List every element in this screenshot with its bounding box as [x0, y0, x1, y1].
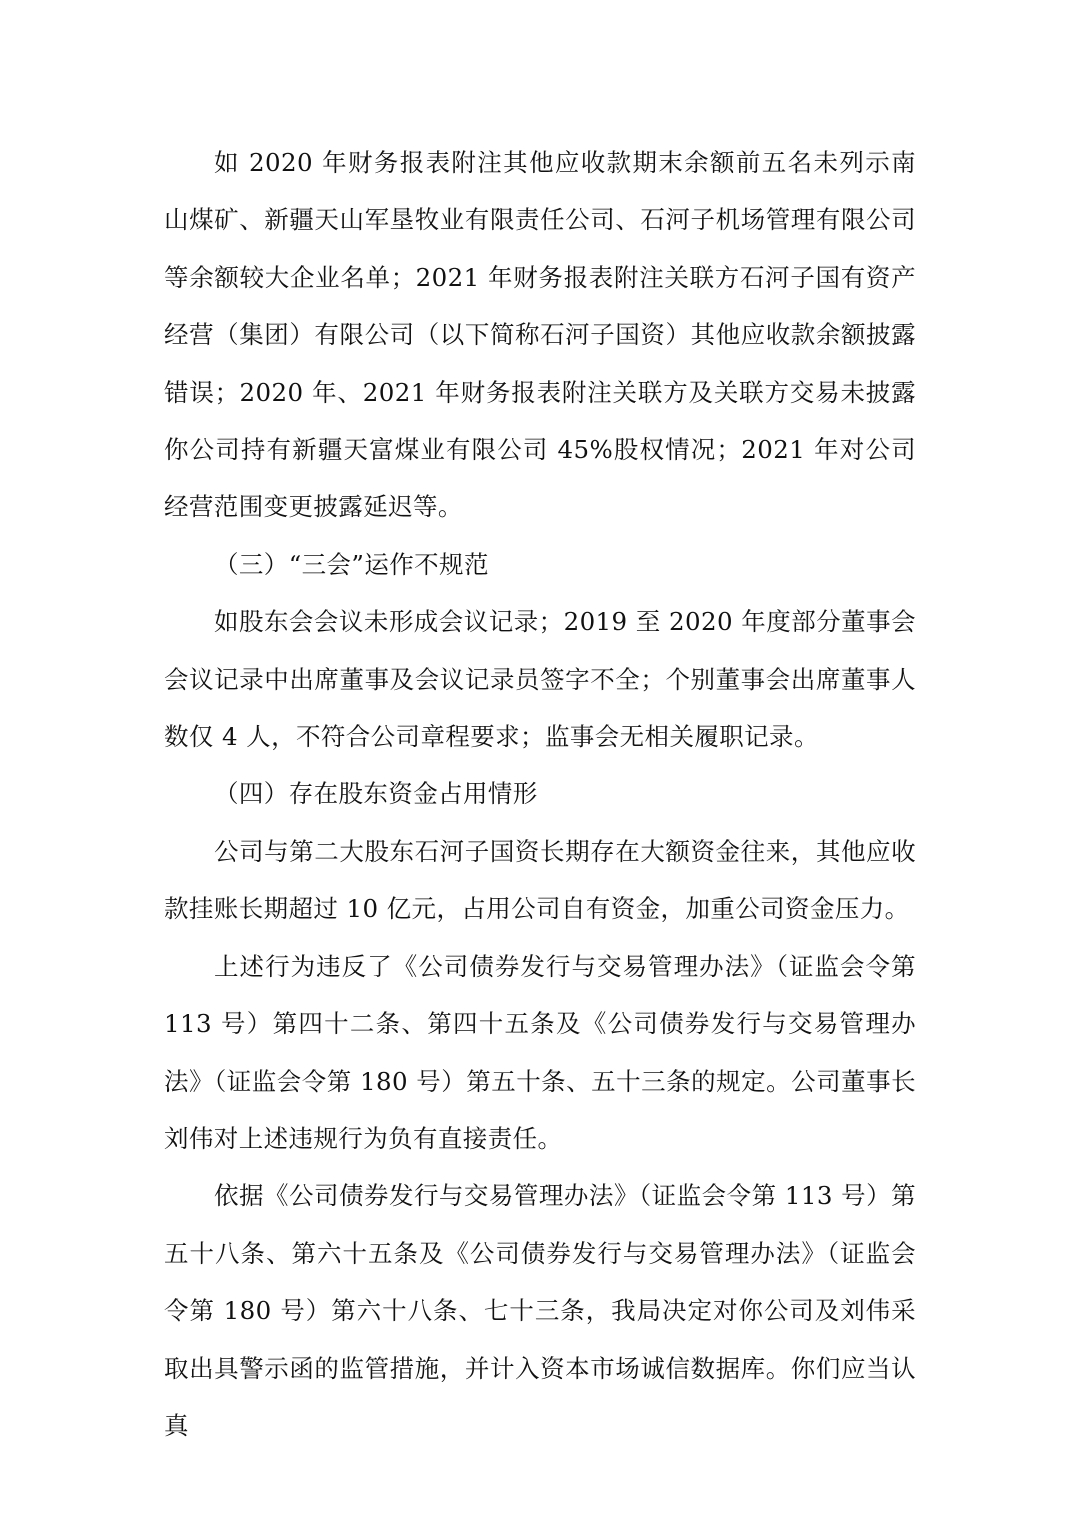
- paragraph-meetings-irregular: 如股东会会议未形成会议记录；2019 至 2020 年度部分董事会会议记录中出席董事及会议记录员签字不全；个别董事会出席董事人数仅 4 人，不符合公司章程要求；监事会无相关履职记录。: [164, 607, 916, 752]
- paragraph-disclosure-errors: 如 2020 年财务报表附注其他应收款期末余额前五名未列示南山煤矿、新疆天山军垦牧业有限责任公司、石河子机场管理有限公司等余额较大企业名单；2021 年财务报表附注关联方石河子国有资产经营（集团）有限公司（以下简称石河子国资）其他应收款余额披露错误；2020 年、2021 年财务报表附注关联方及关联方交易未披露你公司持有新疆天富煤业有限公司 45%股权情况；2021 年对公司经营范围变更披露延迟等。: [164, 148, 916, 522]
- section-heading-three-meetings: （三）“三会”运作不规范: [214, 549, 489, 579]
- paragraph-regulatory-measures: 依据《公司债券发行与交易管理办法》（证监会令第 113 号）第五十八条、第六十五条及《公司债券发行与交易管理办法》（证监会令第 180 号）第六十八条、七十三条，我局决定对你公司及刘伟采取出具警示函的监管措施，并计入资本市场诚信数据库。你们应当认真: [164, 1181, 916, 1440]
- paragraph-fund-occupation: 公司与第二大股东石河子国资长期存在大额资金往来，其他应收款挂账长期超过 10 亿元，占用公司自有资金，加重公司资金压力。: [164, 836, 916, 924]
- paragraph-violation-summary: 上述行为违反了《公司债券发行与交易管理办法》（证监会令第 113 号）第四十二条、第四十五条及《公司债券发行与交易管理办法》（证监会令第 180 号）第五十条、五十三条的规定。公司董事长刘伟对上述违规行为负有直接责任。: [164, 951, 916, 1153]
- section-heading-fund-occupation: （四）存在股东资金占用情形: [214, 779, 538, 809]
- document-body: [164, 134, 916, 1454]
